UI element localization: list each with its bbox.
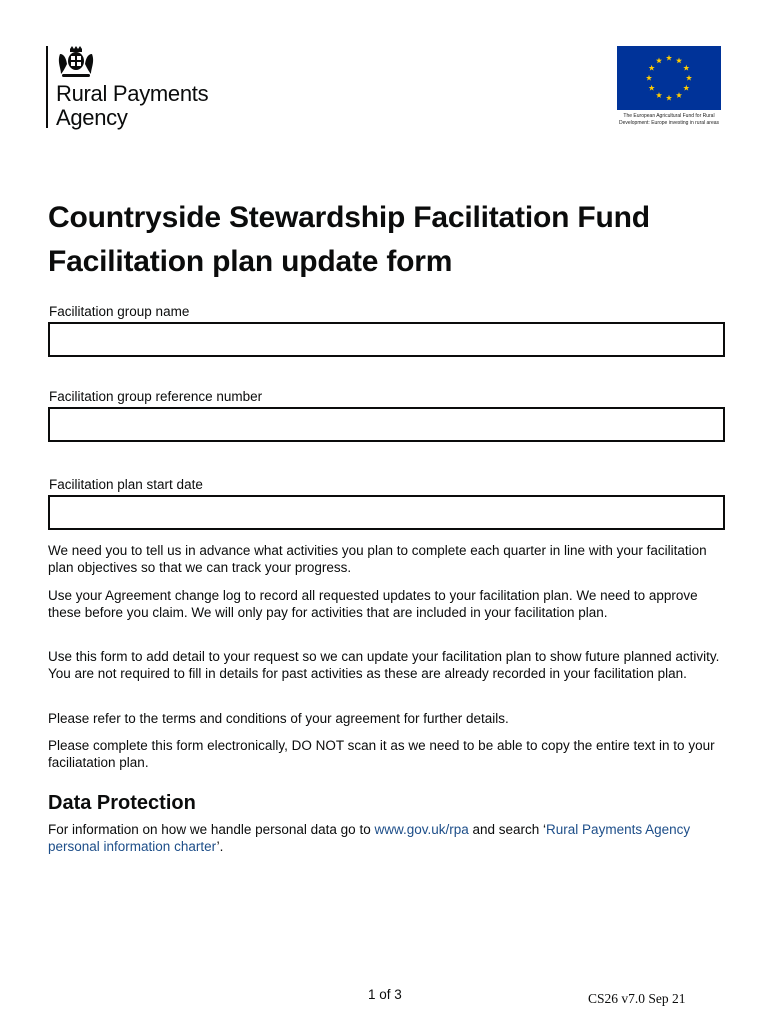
guidance-paragraph: Use this form to add detail to your request so we can update your facilitation plan to show future planned activity. You are not required to fill in details for past activities as these are already recorded in your facilitation plan. [48,649,720,681]
agency-name-line2: Agency [56,105,128,130]
plan-start-date-label: Facilitation plan start date [49,477,203,492]
group-reference-field[interactable] [48,407,725,442]
eu-fund-caption: The European Agricultural Fund for Rural Development: Europe investing in rural areas [618,113,720,126]
group-reference-label: Facilitation group reference number [49,389,263,404]
guidance-paragraph: Use your Agreement change log to record all requested updates to your facilitation plan. We need to approve these before you claim. We will only pay for activities that are included in your facilitation plan. [48,588,698,620]
group-name-field[interactable] [48,322,725,357]
guidance-paragraph: Please complete this form electronically, DO NOT scan it as we need to be able to copy the entire text in to your faciliatation plan. [48,738,715,770]
page-title [48,196,738,284]
form-version-code: CS26 v7.0 Sep 21 [588,991,686,1006]
dp-text-middle: and search ‘ [468,822,547,837]
agency-name [56,82,208,130]
data-protection-text [48,821,728,855]
title-line1: Countryside Stewardship Facilitation Fund [48,201,650,234]
group-name-label: Facilitation group name [49,304,190,319]
dp-text-after: ’. [216,839,224,854]
plan-start-date-field[interactable] [48,495,725,530]
rpa-logo [46,46,246,132]
royal-crest-icon [56,46,96,80]
title-line2: Facilitation plan update form [48,245,453,278]
page-number: 1 of 3 [368,987,402,1002]
gov-uk-rpa-link[interactable]: www.gov.uk/rpa [374,822,469,837]
personal-information-charter-link[interactable]: Rural Payments Agency personal information charter [48,822,691,854]
data-protection-heading: Data Protection [48,792,196,814]
agency-name-line1: Rural Payments [56,81,209,106]
guidance-paragraph: We need you to tell us in advance what activities you plan to complete each quarter in line with your facilitation plan objectives so that we can track your progress. [48,543,707,575]
logo-divider [46,46,48,128]
dp-text-before: For information on how we handle personal data go to [48,822,375,837]
guidance-paragraph: Please refer to the terms and conditions of your agreement for further details. [48,711,509,726]
eu-flag-icon [617,46,721,110]
